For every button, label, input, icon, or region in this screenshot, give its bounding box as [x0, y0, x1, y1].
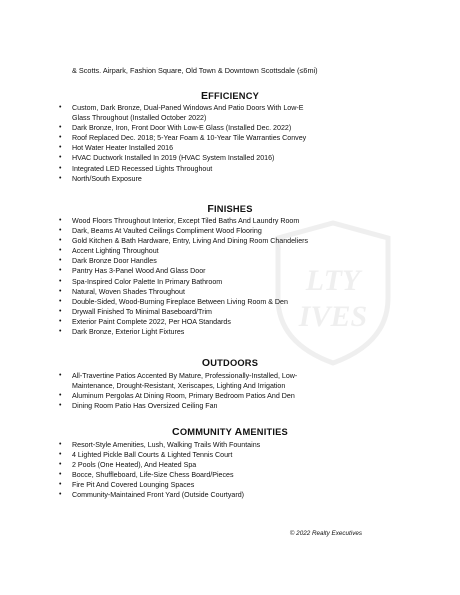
list-item: • Dark Bronze Door Handles	[59, 257, 157, 266]
copyright-footer: © 2022 Realty Executives	[289, 530, 362, 537]
section-title: EFFICIENCY	[200, 90, 260, 102]
list-item: • Double-Sided, Wood-Burning Fireplace Between Living Room & Den	[59, 297, 288, 306]
section-heading-community-amenities	[0, 426, 460, 438]
svg-text:IVES: IVES	[298, 300, 368, 333]
list-item: • Dark Bronze, Exterior Light Fixtures	[59, 328, 185, 337]
intro-text: & Scotts. Airpark, Fashion Square, Old Town & Downtown Scottsdale (≤6mi)	[72, 66, 318, 75]
list-item: • HVAC Ductwork Installed In 2019 (HVAC System Installed 2016)	[59, 154, 275, 163]
list-item: • All-Travertine Patios Accented By Mature, Professionally-Installed, Low-	[59, 372, 298, 380]
list-item: • 2 Pools (One Heated), And Heated Spa	[59, 461, 197, 470]
section-title: COMMUNITY AMENITIES	[172, 426, 288, 438]
section-heading-outdoors	[0, 357, 460, 369]
list-item: • Pantry Has 3-Panel Wood And Glass Door	[59, 267, 206, 276]
list-item: • Hot Water Heater Installed 2016	[59, 144, 174, 153]
list-item: • Resort-Style Amenities, Lush, Walking Trails With Fountains	[59, 441, 261, 449]
list-item: • Exterior Paint Complete 2022, Per HOA Standards	[59, 317, 231, 326]
list-item: • Bocce, Shuffleboard, Life-Size Chess Board/Pieces	[59, 471, 234, 480]
section-heading-finishes	[0, 203, 460, 215]
list-item: • Wood Floors Throughout Interior, Except Tiled Baths And Laundry Room	[59, 217, 300, 225]
list-item: • North/South Exposure	[59, 174, 142, 183]
list-item: • Custom, Dark Bronze, Dual-Paned Windows And Patio Doors With Low-E	[59, 104, 304, 112]
list-item: • Aluminum Pergolas At Dining Room, Primary Bedroom Patios And Den	[59, 392, 295, 401]
list-item: • Community-Maintained Front Yard (Outside Courtyard)	[59, 491, 245, 500]
list-item: • Drywall Finished To Minimal Baseboard/Trim	[59, 307, 212, 316]
list-item: • Integrated LED Recessed Lights Throughout	[59, 164, 213, 173]
list-item: • Fire Pit And Covered Lounging Spaces	[59, 481, 195, 490]
list-item: • Spa-Inspired Color Palette In Primary Bathroom	[59, 277, 223, 286]
svg-text:LTY: LTY	[305, 264, 361, 297]
list-item: • Gold Kitchen & Bath Hardware, Entry, Living And Dining Room Chandeliers	[59, 237, 309, 246]
list-item-continuation: Maintenance, Drought-Resistant, Xeriscapes, Lighting And Irrigation	[72, 382, 286, 391]
section-title: FINISHES	[207, 203, 253, 215]
efficiency-list	[48, 103, 378, 184]
list-item: • Natural, Woven Shades Throughout	[59, 287, 185, 296]
list-item: • Dark Bronze, Iron, Front Door With Low-E Glass (Installed Dec. 2022)	[59, 124, 292, 133]
outdoors-list	[48, 371, 378, 411]
finishes-list	[48, 216, 378, 337]
list-item: • 4 Lighted Pickle Ball Courts & Lighted Tennis Court	[59, 451, 233, 460]
list-item: • Accent Lighting Throughout	[59, 247, 159, 256]
list-item: • Dining Room Patio Has Oversized Ceiling Fan	[59, 402, 218, 411]
section-heading-efficiency	[0, 90, 460, 102]
list-item: • Roof Replaced Dec. 2018; 5-Year Foam & 10-Year Tile Warranties Convey	[59, 134, 307, 143]
community-amenities-list	[48, 440, 378, 501]
list-item-continuation: Glass Throughout (Installed October 2022)	[72, 114, 207, 123]
list-item: • Dark, Beams At Vaulted Ceilings Compliment Wood Flooring	[59, 227, 262, 236]
section-title: OUTDOORS	[201, 357, 259, 369]
